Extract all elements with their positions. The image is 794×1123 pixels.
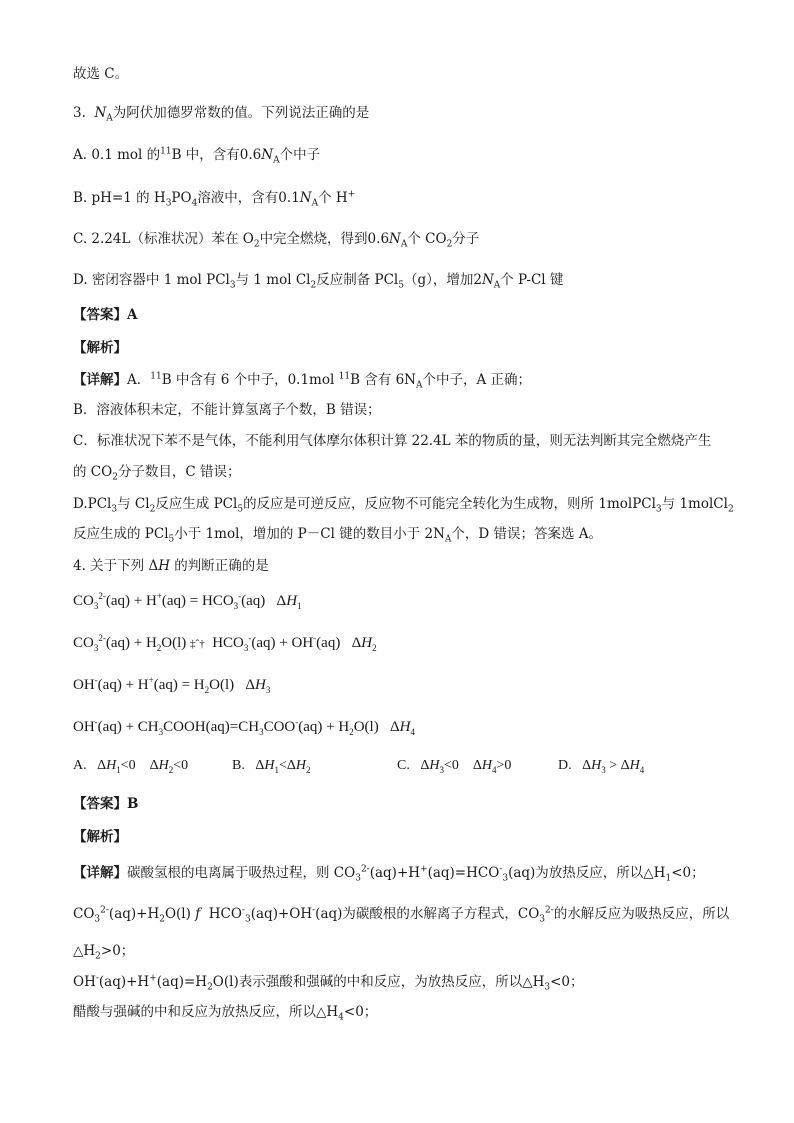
detail-3-line-4: 的 $CO_2$分子数目，C 错误；: [73, 464, 241, 483]
question-4-option-b: B. $\Delta H_1<\Delta H_2$: [232, 758, 311, 775]
equation-3: $OH^-(aq) + H^+(aq) = H_2O(l)$ $\Delta H_3$: [73, 675, 271, 695]
answer-label-4: 【答案】B: [73, 796, 139, 812]
detail-3-line-5: D.PCl$_3$与 $Cl_2$反应生成 PCl$_5$的反应是可逆反应，反应物不可能完全转化为生成物，则所 1molPCl$_3$与 1molCl$_2$: [73, 496, 734, 515]
equation-1: $CO_3^{2-}(aq) + H^+(aq) = HCO_3^-(aq)$ $\Delta H_1$: [73, 591, 302, 611]
detail-3-line-1: 【详解】A．$^{11}$B 中含有 6 个中子，0.1mol $^{11}$B 含有 $6N_A$个中子，A 正确；: [73, 371, 532, 391]
question-3-option-a: A. 0.1 mol 的$^{11}$B 中，含有$0.6N_A$个中子: [73, 146, 321, 166]
detail-4-line-5: 醋酸与强碱的中和反应为放热反应，所以$\triangle H_4<0$；: [73, 1004, 378, 1023]
answer-label-3: 【答案】A: [73, 307, 138, 323]
question-3-option-d: D. 密闭容器中 1 mol PCl$_3$与 1 mol $Cl_2$反应制备 PCl$_5$（g），增加$2N_A$个 P-Cl 键: [73, 272, 564, 291]
detail-4-line-1: 【详解】碳酸氢根的电离属于吸热过程，则 $CO_3^{2-}(aq)+H^+(aq)=HCO^-_3(aq)$为放热反应，所以$\triangle H_1<0$；: [73, 864, 705, 884]
detail-4-line-2: $CO_3^{2-}(aq)+H_2O(l)$ f $HCO^-_3(aq)+OH^-(aq)$为碳酸根的水解离子方程式，$CO_3^{2-}$的水解反应为吸热反应，所以: [73, 905, 730, 925]
question-3-stem: 3. $N_A$为阿伏加德罗常数的值。下列说法正确的是: [73, 105, 370, 124]
detail-3-line-6: 反应生成的 PCl$_5$小于 1mol，增加的 P－Cl 键的数目小于 $2N_A$个，D 错误；答案选 A。: [73, 526, 603, 545]
prev-answer-line: 故选 C。: [73, 66, 129, 82]
detail-4-line-4: $OH^-(aq)+H^+(aq)=H_2O(l)$表示强酸和强碱的中和反应，为放热反应，所以$\triangle H_3<0$；: [73, 973, 584, 993]
question-3-option-b: B. pH=1 的 $H_3PO_4$溶液中，含有$0.1N_A$个 H+: [73, 189, 356, 209]
analysis-label-4: 【解析】: [73, 829, 127, 845]
detail-4-line-3: $\triangle H_2>0$；: [73, 943, 135, 962]
equation-4: $OH^-(aq) + CH_3COOH(aq)=CH_3COO^-(aq) + H_2O(l)$ $\Delta H_4$: [73, 717, 415, 737]
detail-3-line-3: C．标准状况下苯不是气体，不能利用气体摩尔体积计算 22.4L 苯的物质的量，则无法判断其完全燃烧产生: [73, 433, 712, 449]
question-4-option-c: C. $\Delta H_3<0$ $\Delta H_4>0$: [397, 758, 512, 775]
detail-3-line-2: B．溶液体积未定，不能计算氢离子个数，B 错误；: [73, 402, 381, 418]
question-3-option-c: C. 2.24L（标准状况）苯在 $O_2$中完全燃烧，得到$0.6N_A$个 $CO_2$分子: [73, 231, 480, 250]
equation-2: $CO_3^{2-}(aq) + H_2O(l)$ ‡ˆ† $HCO_3^-(aq) + OH^-(aq)$ $\Delta H_2$: [73, 633, 377, 653]
question-4-option-a: A. $\Delta H_1<0$ $\Delta H_2<0$: [73, 758, 189, 775]
question-4-option-d: D. $\Delta H_3 > \Delta H_4$: [558, 758, 645, 775]
question-4-stem: 4. 关于下列 ΔH 的判断正确的是: [73, 558, 269, 574]
analysis-label-3: 【解析】: [73, 340, 127, 356]
